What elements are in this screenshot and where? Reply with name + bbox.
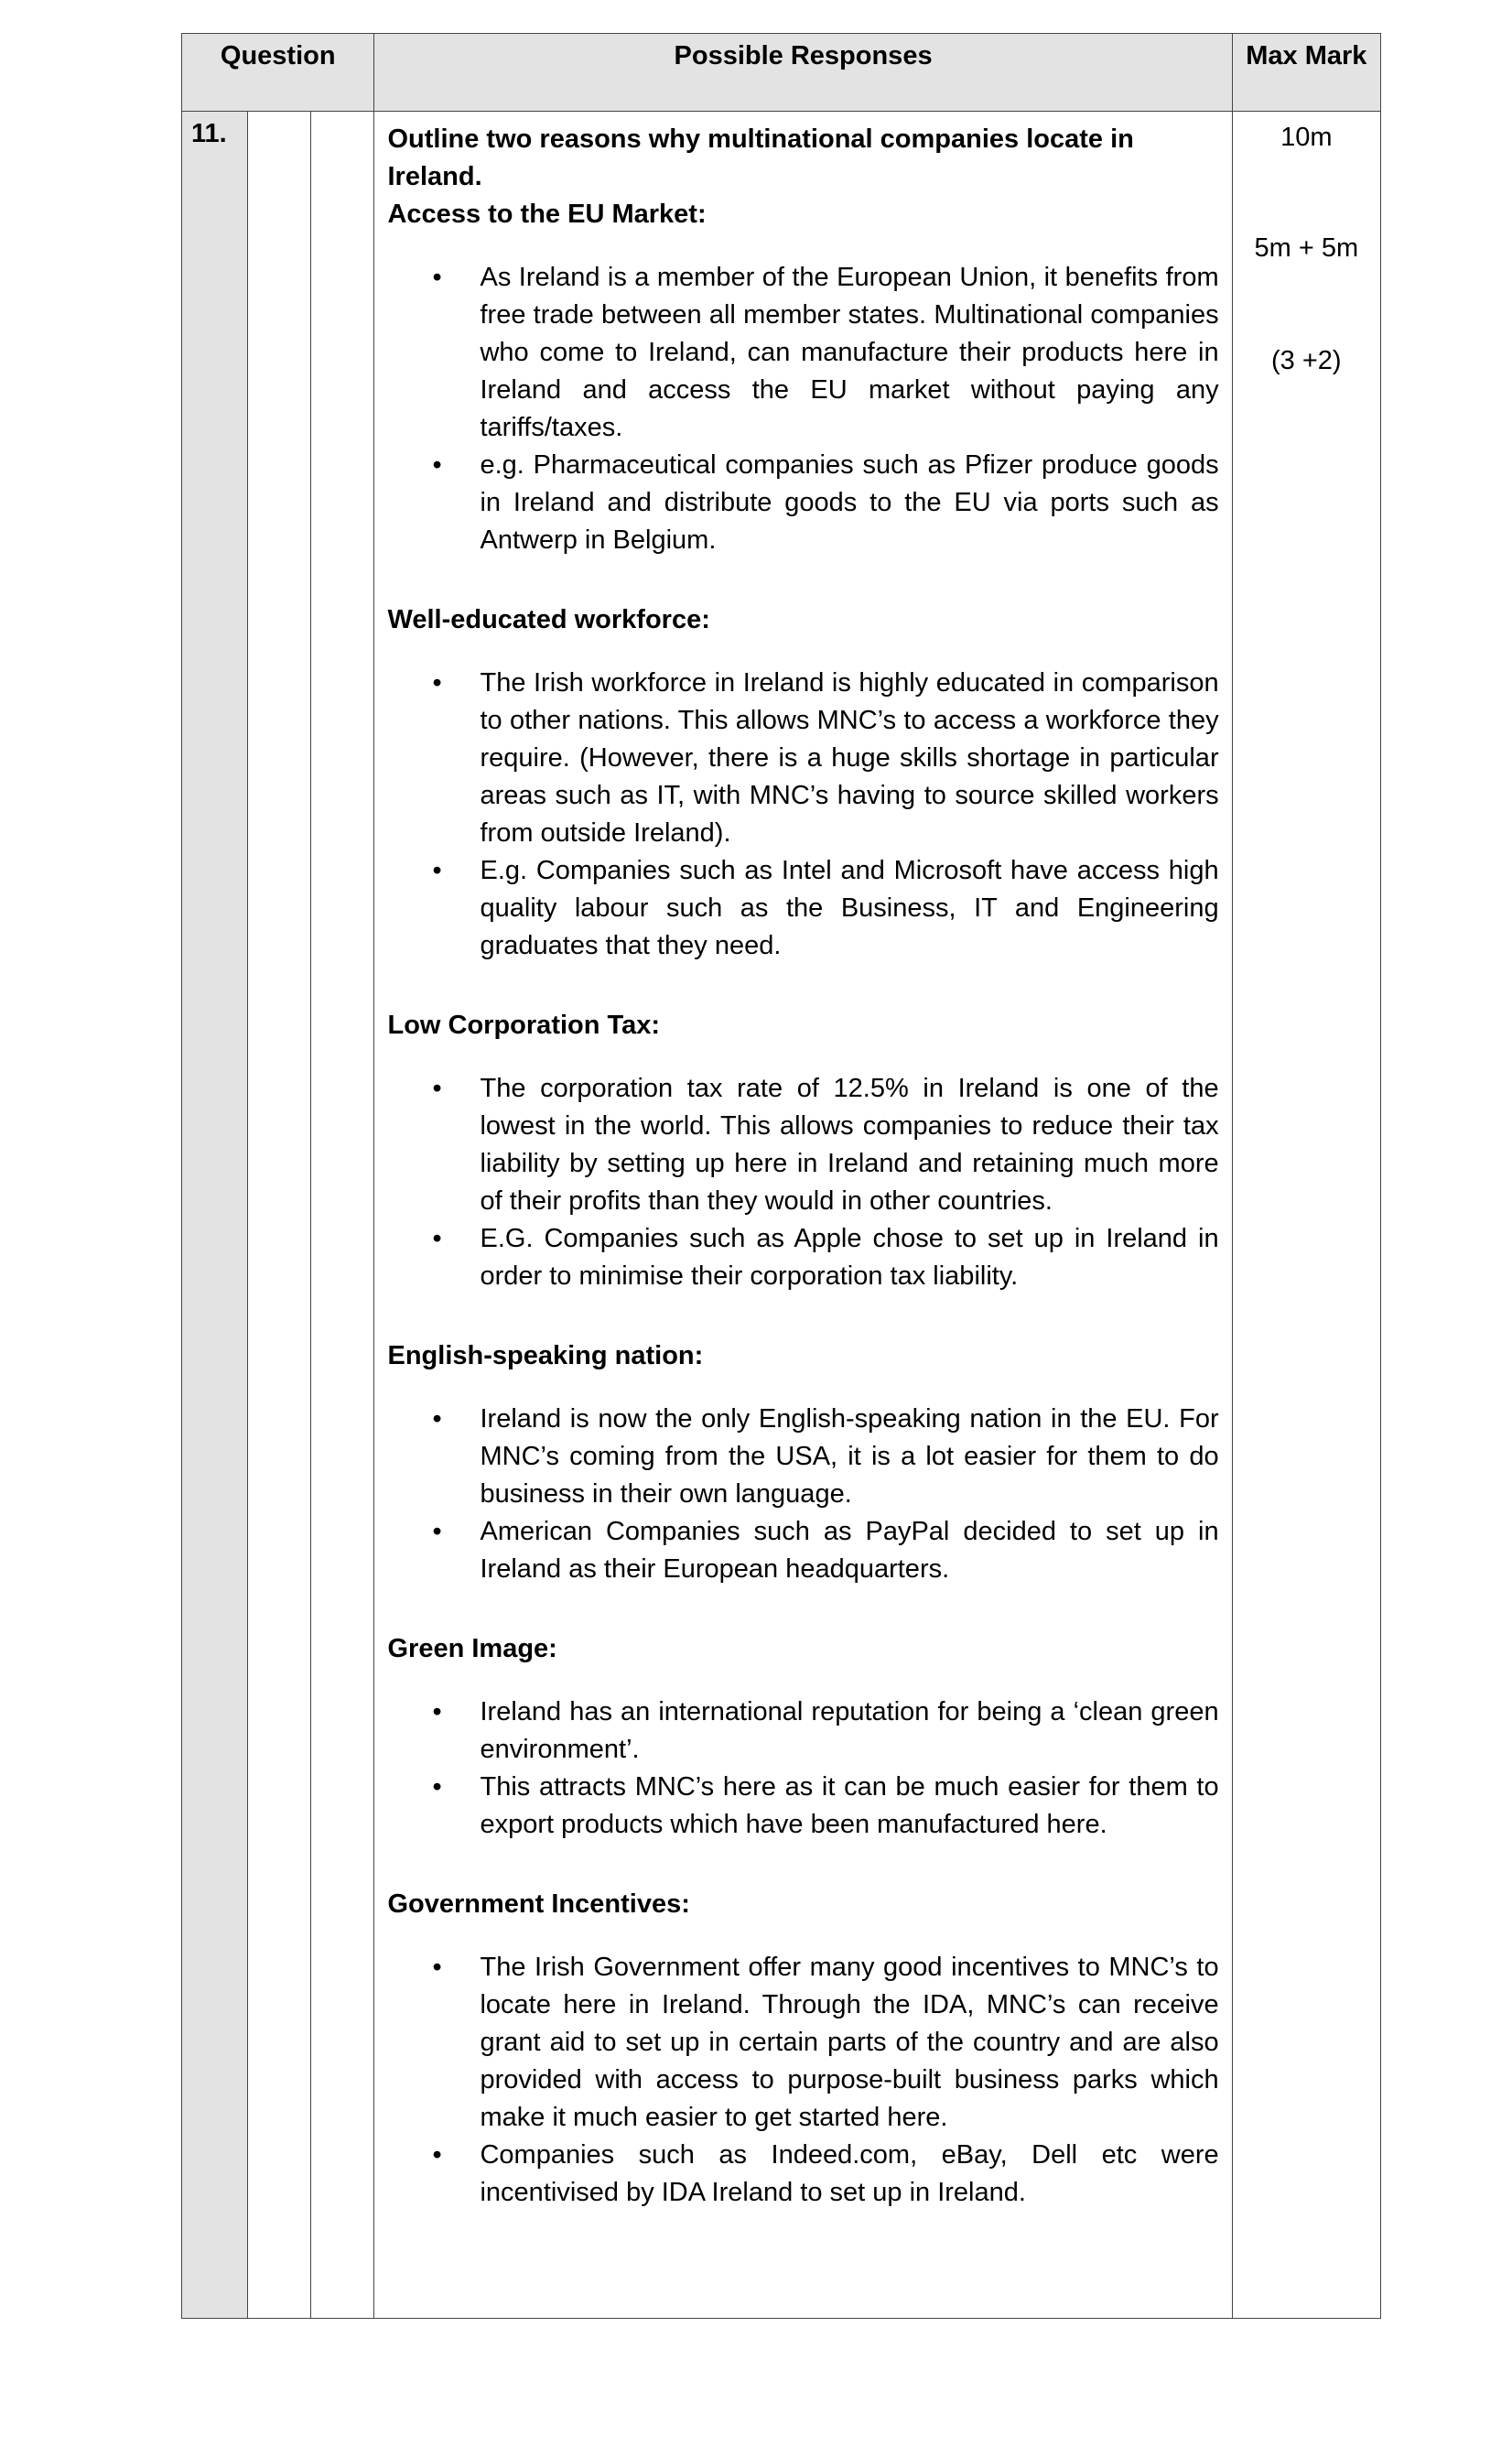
bullet-point: • As Ireland is a member of the European Union, it benefits from free trade between all member states. Multinational companies who come to Ireland, can manufacture their products here in Ireland and access the EU market without paying any tariffs/taxes. [480, 259, 1218, 447]
bullet-list [387, 665, 1218, 965]
section-heading: Low Corporation Tax: [387, 1011, 660, 1040]
bullet-point: • Ireland is now the only English-speaking nation in the EU. For MNC’s coming from the USA, it is a lot easier for them to do business in their own language. [480, 1401, 1218, 1513]
max-mark-cell [1232, 112, 1380, 2319]
question-subpart-cell [311, 112, 374, 2319]
bullet-list [387, 1949, 1218, 2212]
question-number: 11. [182, 112, 248, 2319]
max-mark-header: Max Mark [1232, 34, 1380, 112]
bullet-list [387, 1401, 1218, 1588]
question-row [182, 112, 1381, 2319]
section-green-image [387, 1630, 1218, 1844]
mark-split: 5m + 5m [1254, 233, 1359, 263]
header-row [182, 34, 1381, 112]
responses-cell [374, 112, 1232, 2319]
bullet-point: • E.g. Companies such as Intel and Microsoft have access high quality labour such as the Business, IT and Engineering graduates that they need. [480, 852, 1218, 965]
section-heading: Government Incentives: [387, 1889, 690, 1919]
section-heading: English-speaking nation: [387, 1341, 704, 1370]
bullet-point: • The Irish Government offer many good incentives to MNC’s to locate here in Ireland. Through the IDA, MNC’s can receive grant aid to set up in certain parts of the country and are also provided with access to purpose-built business parks which make it much easier to get started here. [480, 1949, 1218, 2137]
section-english-speaking [387, 1337, 1218, 1588]
bullet-list [387, 1694, 1218, 1844]
bullet-point: • The Irish workforce in Ireland is highly educated in comparison to other nations. This allows MNC’s to access a workforce they require. (However, there is a huge skills shortage in particular areas such as IT, with MNC’s having to source skilled workers from outside Ireland). [480, 665, 1218, 852]
bullet-point: • Companies such as Indeed.com, eBay, Dell etc were incentivised by IDA Ireland to set up in Ireland. [480, 2137, 1218, 2212]
bullet-point: • American Companies such as PayPal decided to set up in Ireland as their European headquarters. [480, 1513, 1218, 1588]
bullet-point: • The corporation tax rate of 12.5% in Ireland is one of the lowest in the world. This allows companies to reduce their tax liability by setting up here in Ireland and retaining much more of their profits than they would in other countries. [480, 1070, 1218, 1220]
bullet-point: • This attracts MNC’s here as it can be much easier for them to export products which have been manufactured here. [480, 1769, 1218, 1844]
bullet-point: • Ireland has an international reputation for being a ‘clean green environment’. [480, 1694, 1218, 1769]
section-government-incentives [387, 1886, 1218, 2212]
section-heading: Green Image: [387, 1634, 557, 1663]
section-eu-market [387, 196, 1218, 559]
bullet-point: • E.G. Companies such as Apple chose to set up in Ireland in order to minimise their corporation tax liability. [480, 1220, 1218, 1295]
responses-header: Possible Responses [374, 34, 1232, 112]
bullet-list [387, 259, 1218, 559]
section-heading: Access to the EU Market: [387, 200, 707, 229]
total-mark: 10m [1280, 123, 1333, 152]
question-header: Question [182, 34, 374, 112]
section-heading: Well-educated workforce: [387, 605, 710, 634]
section-corporation-tax [387, 1007, 1218, 1295]
bullet-list [387, 1070, 1218, 1295]
bullet-point: • e.g. Pharmaceutical companies such as Pfizer produce goods in Ireland and distribute goods to the EU via ports such as Antwerp in Belgium. [480, 447, 1218, 559]
mark-subdivision: (3 +2) [1271, 346, 1342, 375]
mark-scheme-table [181, 33, 1381, 2319]
question-subpart-cell [248, 112, 311, 2319]
question-text: Outline two reasons why multinational companies locate in Ireland. [387, 124, 1134, 191]
section-workforce [387, 601, 1218, 965]
